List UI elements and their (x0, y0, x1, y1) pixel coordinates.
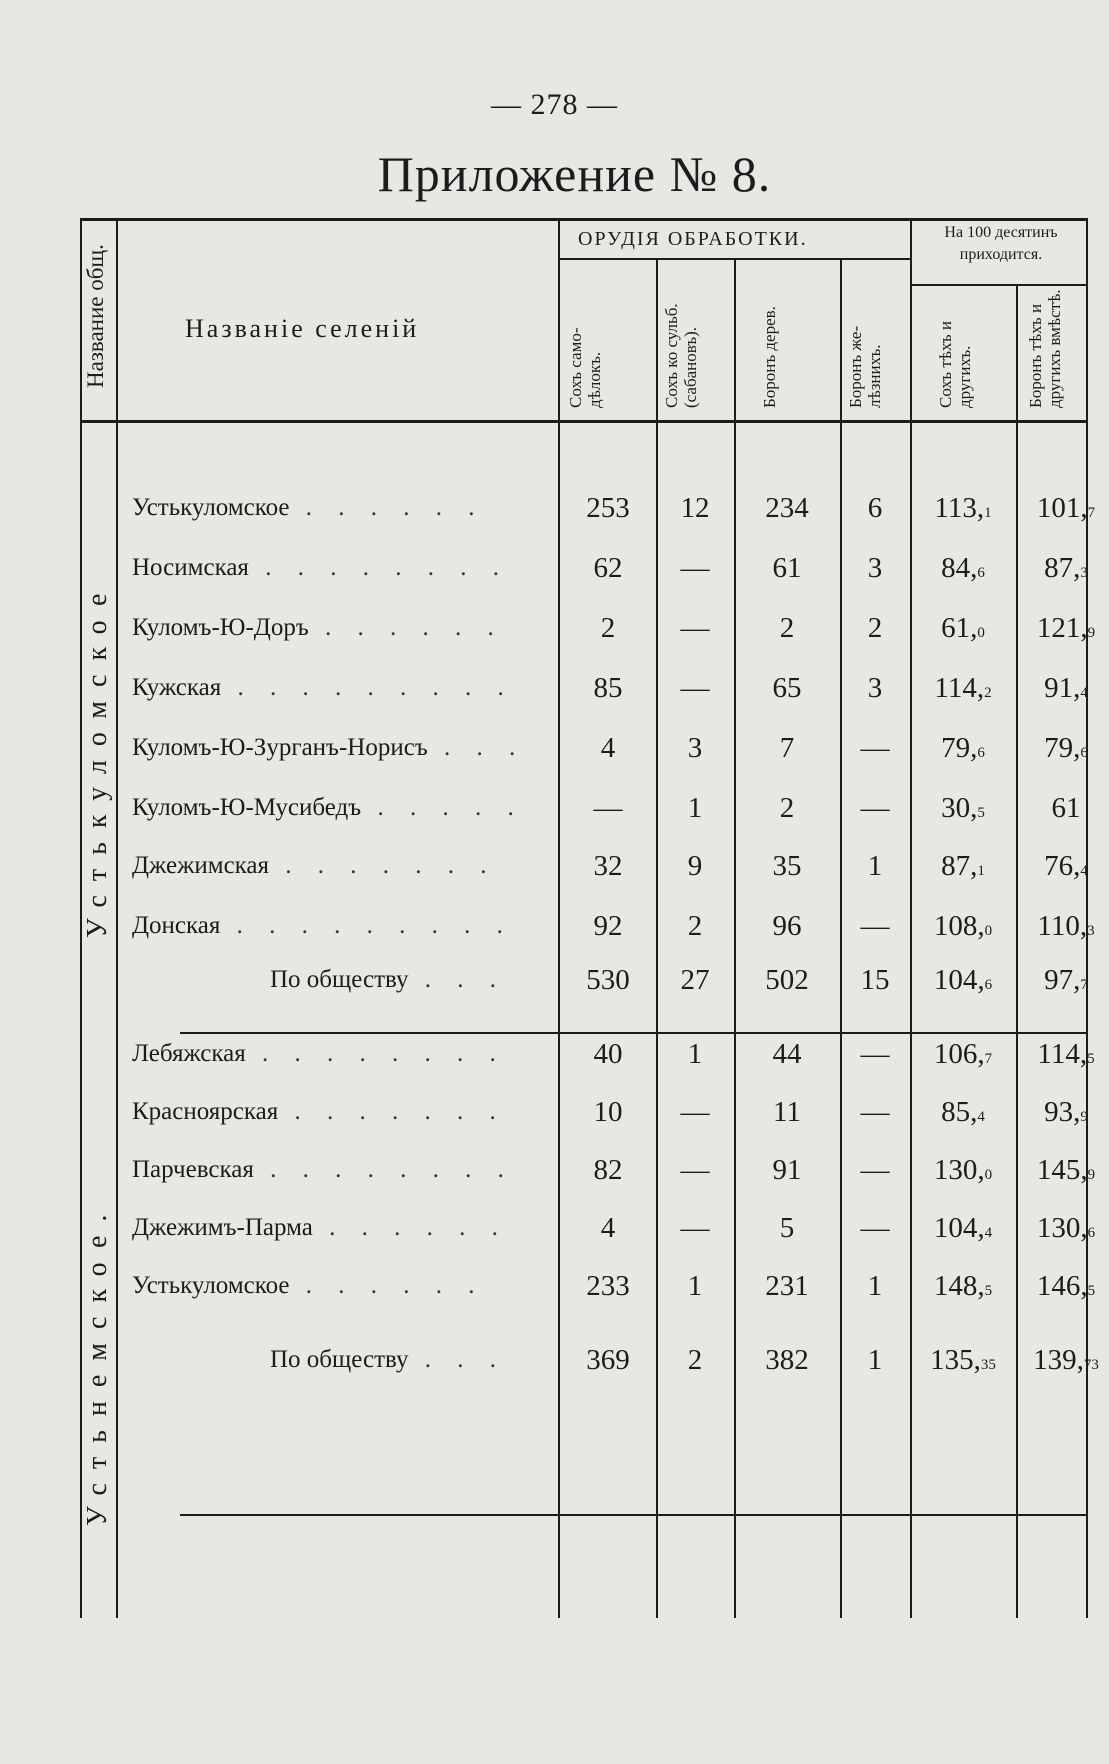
sokh-sulb-value: 12 (680, 492, 710, 524)
boron-zhel-value: 1 (867, 1344, 883, 1376)
sokh-samodel-value: 4 (600, 1212, 616, 1244)
table-row (80, 1034, 1095, 1074)
boron-zhel-value: — (860, 792, 890, 824)
table-row (80, 488, 1096, 528)
header-tools-group: ОРУДІЯ ОБРАБОТКИ. (578, 228, 808, 250)
boron-der-value: 7 (779, 732, 795, 764)
village-name (132, 1040, 506, 1068)
village-name (132, 1098, 506, 1126)
sokh-per100-value-int: 148, (933, 1270, 985, 1302)
table-row (80, 906, 1095, 946)
boron-der-value: 2 (779, 612, 795, 644)
leader-dots: . . . . . . (289, 494, 485, 521)
village-name (270, 1346, 506, 1374)
boron-per100-value-dec: 9 (1080, 1109, 1088, 1125)
sokh-per100-value-int: 30, (941, 792, 978, 824)
leader-dots: . . . (408, 1346, 506, 1373)
village-name (132, 734, 525, 762)
sokh-per100-value-dec: 0 (977, 625, 985, 641)
boron-per100-value-dec: 4 (1080, 685, 1088, 701)
boron-per100-value-dec: 6 (1080, 745, 1088, 761)
boron-zhel-value: 2 (867, 612, 883, 644)
boron-zhel-value: 6 (867, 492, 883, 524)
sokh-sulb-value: — (680, 612, 710, 644)
sokh-samodel-value: 4 (600, 732, 616, 764)
boron-der-value: 234 (765, 492, 809, 524)
subtotal-rule-2 (180, 1514, 1088, 1516)
leader-dots: . . . . . . . . . (221, 674, 514, 701)
table-row (80, 1092, 1088, 1132)
village-name-text: Устькуломское (132, 494, 290, 521)
boron-per100-value (1016, 1092, 1109, 1132)
table-row (80, 728, 1088, 768)
boron-per100-value-int: 93, (1044, 1096, 1081, 1128)
sokh-per100-value (910, 846, 1016, 886)
sokh-samodel-value: 40 (593, 1038, 623, 1070)
leader-dots: . . . . . . . . (248, 554, 509, 581)
sokh-per100-value-dec: 5 (984, 1283, 993, 1299)
header-villages: Названіе селеній (185, 314, 420, 343)
boron-per100-value (1016, 668, 1109, 708)
table-row (80, 668, 1088, 708)
boron-zhel-value: — (860, 732, 890, 764)
village-name (132, 794, 524, 822)
sokh-per100-value (910, 960, 1016, 1000)
leader-dots: . . . . . (361, 794, 524, 821)
sokh-per100-value-dec: 6 (984, 977, 993, 993)
leader-dots: . . . . . . . (278, 1098, 506, 1125)
sokh-samodel-value: — (593, 792, 623, 824)
sokh-per100-value-int: 108, (933, 910, 985, 942)
community-name-2: Устьнемское. (82, 1200, 113, 1526)
header-sokh-sulb: Сохъ ко сульб. (сабановъ). (662, 303, 700, 408)
sokh-samodel-value: 2 (600, 612, 616, 644)
boron-per100-value (1016, 1266, 1109, 1306)
header-boron-zhel: Боронъ же-лѣзнихъ. (846, 325, 884, 408)
sokh-sulb-value: — (680, 1154, 710, 1186)
sokh-per100-value-dec: 0 (984, 923, 993, 939)
village-name (132, 614, 504, 642)
sokh-sulb-value: — (680, 1212, 710, 1244)
village-name-text: Джежимъ-Парма (132, 1214, 313, 1241)
statistics-table (80, 218, 1099, 1618)
sokh-per100-value (910, 668, 1016, 708)
village-name-text: По обществу (270, 1346, 409, 1373)
boron-per100-value-int: 79, (1044, 732, 1081, 764)
boron-der-value: 35 (772, 850, 802, 882)
boron-zhel-value: 1 (867, 1270, 883, 1302)
boron-zhel-value: — (860, 1038, 890, 1070)
sokh-sulb-value: 1 (687, 1038, 703, 1070)
boron-zhel-value: 15 (860, 964, 890, 996)
sokh-per100-value-int: 106, (933, 1038, 985, 1070)
page-title: Приложение № 8. (377, 146, 772, 202)
header-bottom-rule (80, 420, 1088, 423)
leader-dots: . . . . . . . . . (220, 912, 513, 939)
boron-per100-value-int: 110, (1037, 910, 1088, 942)
boron-per100-value (1016, 488, 1109, 528)
sokh-per100-value (910, 788, 1016, 828)
boron-per100-value-int: 61 (1051, 792, 1081, 824)
boron-per100-value (1016, 846, 1109, 886)
village-name-text: Куломъ-Ю-Доръ (132, 614, 309, 641)
sokh-per100-value-dec: 7 (984, 1051, 993, 1067)
header-boron-per100: Боронъ тѣхъ и другихъ вмѣстѣ. (1026, 289, 1064, 408)
boron-per100-value-int: 76, (1044, 850, 1081, 882)
sokh-samodel-value: 32 (593, 850, 623, 882)
sokh-sulb-value: 1 (687, 1270, 703, 1302)
leader-dots: . . . . . . (312, 1214, 508, 1241)
boron-der-value: 44 (772, 1038, 802, 1070)
boron-per100-value-int: 121, (1036, 612, 1088, 644)
header-per100-group: На 100 десятинъ приходится. (944, 224, 1058, 263)
col-divider-7 (1016, 286, 1018, 1618)
sokh-sulb-value: 2 (687, 1344, 703, 1376)
boron-der-value: 5 (779, 1212, 795, 1244)
village-name (132, 1156, 514, 1184)
sokh-per100-value-dec: 1 (977, 863, 985, 879)
sokh-per100-value (910, 608, 1016, 648)
table-row (80, 1150, 1096, 1190)
table-row (80, 548, 1088, 588)
sokh-sulb-value: — (680, 672, 710, 704)
boron-per100-value (1016, 906, 1109, 946)
header-sokh-samodel: Сохъ само-дѣлокъ. (566, 327, 604, 408)
sokh-per100-value-dec: 6 (977, 745, 985, 761)
sokh-samodel-value: 92 (593, 910, 623, 942)
sokh-samodel-value: 85 (593, 672, 623, 704)
sokh-samodel-value: 253 (586, 492, 630, 524)
boron-per100-value-dec: 4 (1080, 863, 1088, 879)
sokh-per100-value-int: 104, (933, 964, 985, 996)
village-name (132, 1214, 508, 1242)
sokh-per100-value-int: 135, (930, 1344, 981, 1376)
village-name (132, 554, 509, 582)
boron-zhel-value: 3 (867, 672, 883, 704)
village-name (132, 912, 513, 940)
boron-per100-value-dec: 3 (1080, 565, 1088, 581)
sokh-per100-value (910, 1092, 1016, 1132)
sokh-per100-value (910, 1340, 1016, 1380)
sokh-per100-value-int: 130, (933, 1154, 985, 1186)
leader-dots: . . . . . . (308, 614, 504, 641)
table-row (80, 1266, 1096, 1306)
village-name-text: Донская (132, 912, 221, 939)
sokh-per100-value-dec: 0 (984, 1167, 993, 1183)
sokh-sulb-value: 1 (687, 792, 703, 824)
sokh-per100-value (910, 488, 1016, 528)
sokh-sulb-value: 9 (687, 850, 703, 882)
sokh-per100-value (910, 548, 1016, 588)
table-row (80, 608, 1096, 648)
boron-der-value: 502 (765, 964, 809, 996)
sokh-sulb-value: — (680, 552, 710, 584)
sokh-per100-value-int: 79, (941, 732, 978, 764)
sokh-per100-value-int: 84, (941, 552, 978, 584)
table-row (80, 788, 1088, 828)
sokh-samodel-value: 10 (593, 1096, 623, 1128)
sokh-per100-value (910, 728, 1016, 768)
village-name (270, 966, 506, 994)
village-name-text: Носимская (132, 554, 249, 581)
sokh-sulb-value: 2 (687, 910, 703, 942)
sokh-per100-value-int: 87, (941, 850, 978, 882)
village-name-text: Лебяжская (132, 1040, 246, 1067)
boron-per100-value-dec: 5 (1087, 1051, 1095, 1067)
sokh-per100-value-dec: 4 (977, 1109, 985, 1125)
sokh-per100-value-int: 61, (941, 612, 978, 644)
boron-per100-value-int: 146, (1036, 1270, 1088, 1302)
sokh-per100-value-dec: 5 (977, 805, 985, 821)
boron-per100-value-int: 87, (1044, 552, 1081, 584)
table-row (80, 1208, 1096, 1248)
boron-der-value: 2 (779, 792, 795, 824)
boron-per100-value-int: 91, (1044, 672, 1081, 704)
sokh-per100-value-int: 85, (941, 1096, 978, 1128)
boron-per100-value-int: 101, (1036, 492, 1088, 524)
boron-per100-value (1016, 1150, 1109, 1190)
boron-per100-value-dec: 9 (1087, 1167, 1096, 1183)
boron-per100-value (1016, 1034, 1109, 1074)
boron-per100-value-int: 97, (1044, 964, 1081, 996)
boron-per100-value (1016, 608, 1109, 648)
leader-dots: . . . (427, 734, 526, 761)
village-name-text: Куломъ-Ю-Зурганъ-Норисъ (132, 734, 428, 761)
per100-group-rule (910, 284, 1088, 286)
sokh-per100-value (910, 1150, 1016, 1190)
boron-der-value: 382 (765, 1344, 809, 1376)
village-name-text: Куломъ-Ю-Мусибедъ (132, 794, 362, 821)
sokh-per100-value-int: 114, (934, 672, 985, 704)
sokh-samodel-value: 369 (586, 1344, 630, 1376)
sokh-per100-value-dec: 6 (977, 565, 985, 581)
sokh-per100-value (910, 1266, 1016, 1306)
subtotal-row (80, 960, 1088, 1000)
boron-zhel-value: — (860, 1096, 890, 1128)
sokh-samodel-value: 233 (586, 1270, 630, 1302)
boron-der-value: 61 (772, 552, 802, 584)
boron-per100-value (1016, 728, 1109, 768)
boron-per100-value-int: 130, (1036, 1212, 1088, 1244)
header-boron-der: Боронъ дерев. (760, 306, 779, 408)
boron-per100-value (1016, 960, 1109, 1000)
village-name-text: Джежимская (132, 852, 270, 879)
village-name (132, 494, 485, 522)
header-sokh-per100: Сохъ тѣхъ и другихъ. (936, 321, 974, 408)
boron-per100-value-dec: 3 (1087, 923, 1095, 939)
sokh-sulb-value: — (680, 1096, 710, 1128)
boron-per100-value (1016, 788, 1109, 828)
boron-per100-value-dec: 7 (1087, 505, 1096, 521)
leader-dots: . . . . . . . (269, 852, 497, 879)
page-number: — 278 — (491, 88, 618, 121)
subtotal-row (80, 1340, 1099, 1380)
village-name-text: Устькуломское (132, 1272, 290, 1299)
table-row (80, 846, 1088, 886)
village-name-text: Парчевская (132, 1156, 254, 1183)
village-name (132, 674, 514, 702)
sokh-per100-value (910, 1034, 1016, 1074)
leader-dots: . . . . . . . . (245, 1040, 506, 1067)
boron-zhel-value: 1 (867, 850, 883, 882)
boron-per100-value-dec: 7 (1080, 977, 1088, 993)
boron-per100-value-int: 139, (1033, 1344, 1084, 1376)
sokh-per100-value-dec: 2 (984, 685, 992, 701)
boron-der-value: 96 (772, 910, 802, 942)
village-name-text: Кужская (132, 674, 222, 701)
boron-per100-value (1016, 1340, 1109, 1380)
boron-der-value: 11 (773, 1096, 801, 1128)
sokh-per100-value-int: 113, (934, 492, 985, 524)
boron-per100-value (1016, 548, 1109, 588)
leader-dots: . . . . . . (289, 1272, 485, 1299)
boron-per100-value-dec: 73 (1083, 1357, 1099, 1373)
boron-per100-value-int: 114, (1037, 1038, 1088, 1070)
header-community: Название общ. (83, 244, 108, 388)
boron-per100-value-dec: 5 (1087, 1283, 1096, 1299)
boron-der-value: 231 (765, 1270, 809, 1302)
sokh-per100-value-dec: 4 (984, 1225, 993, 1241)
boron-zhel-value: 3 (867, 552, 883, 584)
village-name-text: Красноярская (132, 1098, 279, 1125)
sokh-per100-value (910, 1208, 1016, 1248)
boron-per100-value (1016, 1208, 1109, 1248)
community-name-1: Устькуломское (82, 579, 113, 938)
sokh-sulb-value: 27 (680, 964, 710, 996)
village-name (132, 852, 497, 880)
sokh-samodel-value: 62 (593, 552, 623, 584)
boron-zhel-value: — (860, 1154, 890, 1186)
sokh-sulb-value: 3 (687, 732, 703, 764)
boron-per100-value-int: 145, (1036, 1154, 1088, 1186)
leader-dots: . . . (408, 966, 506, 993)
boron-per100-value-dec: 9 (1087, 625, 1096, 641)
boron-zhel-value: — (860, 1212, 890, 1244)
boron-der-value: 65 (772, 672, 802, 704)
sokh-per100-value-dec: 35 (980, 1357, 996, 1373)
sokh-samodel-value: 82 (593, 1154, 623, 1186)
boron-der-value: 91 (772, 1154, 802, 1186)
boron-per100-value-dec: 6 (1087, 1225, 1096, 1241)
village-name-text: По обществу (270, 966, 409, 993)
leader-dots: . . . . . . . . (253, 1156, 514, 1183)
sokh-samodel-value: 530 (586, 964, 630, 996)
boron-zhel-value: — (860, 910, 890, 942)
village-name (132, 1272, 485, 1300)
sokh-per100-value-dec: 1 (984, 505, 992, 521)
sokh-per100-value-int: 104, (933, 1212, 985, 1244)
table-top-rule (80, 218, 1088, 221)
sokh-per100-value (910, 906, 1016, 946)
